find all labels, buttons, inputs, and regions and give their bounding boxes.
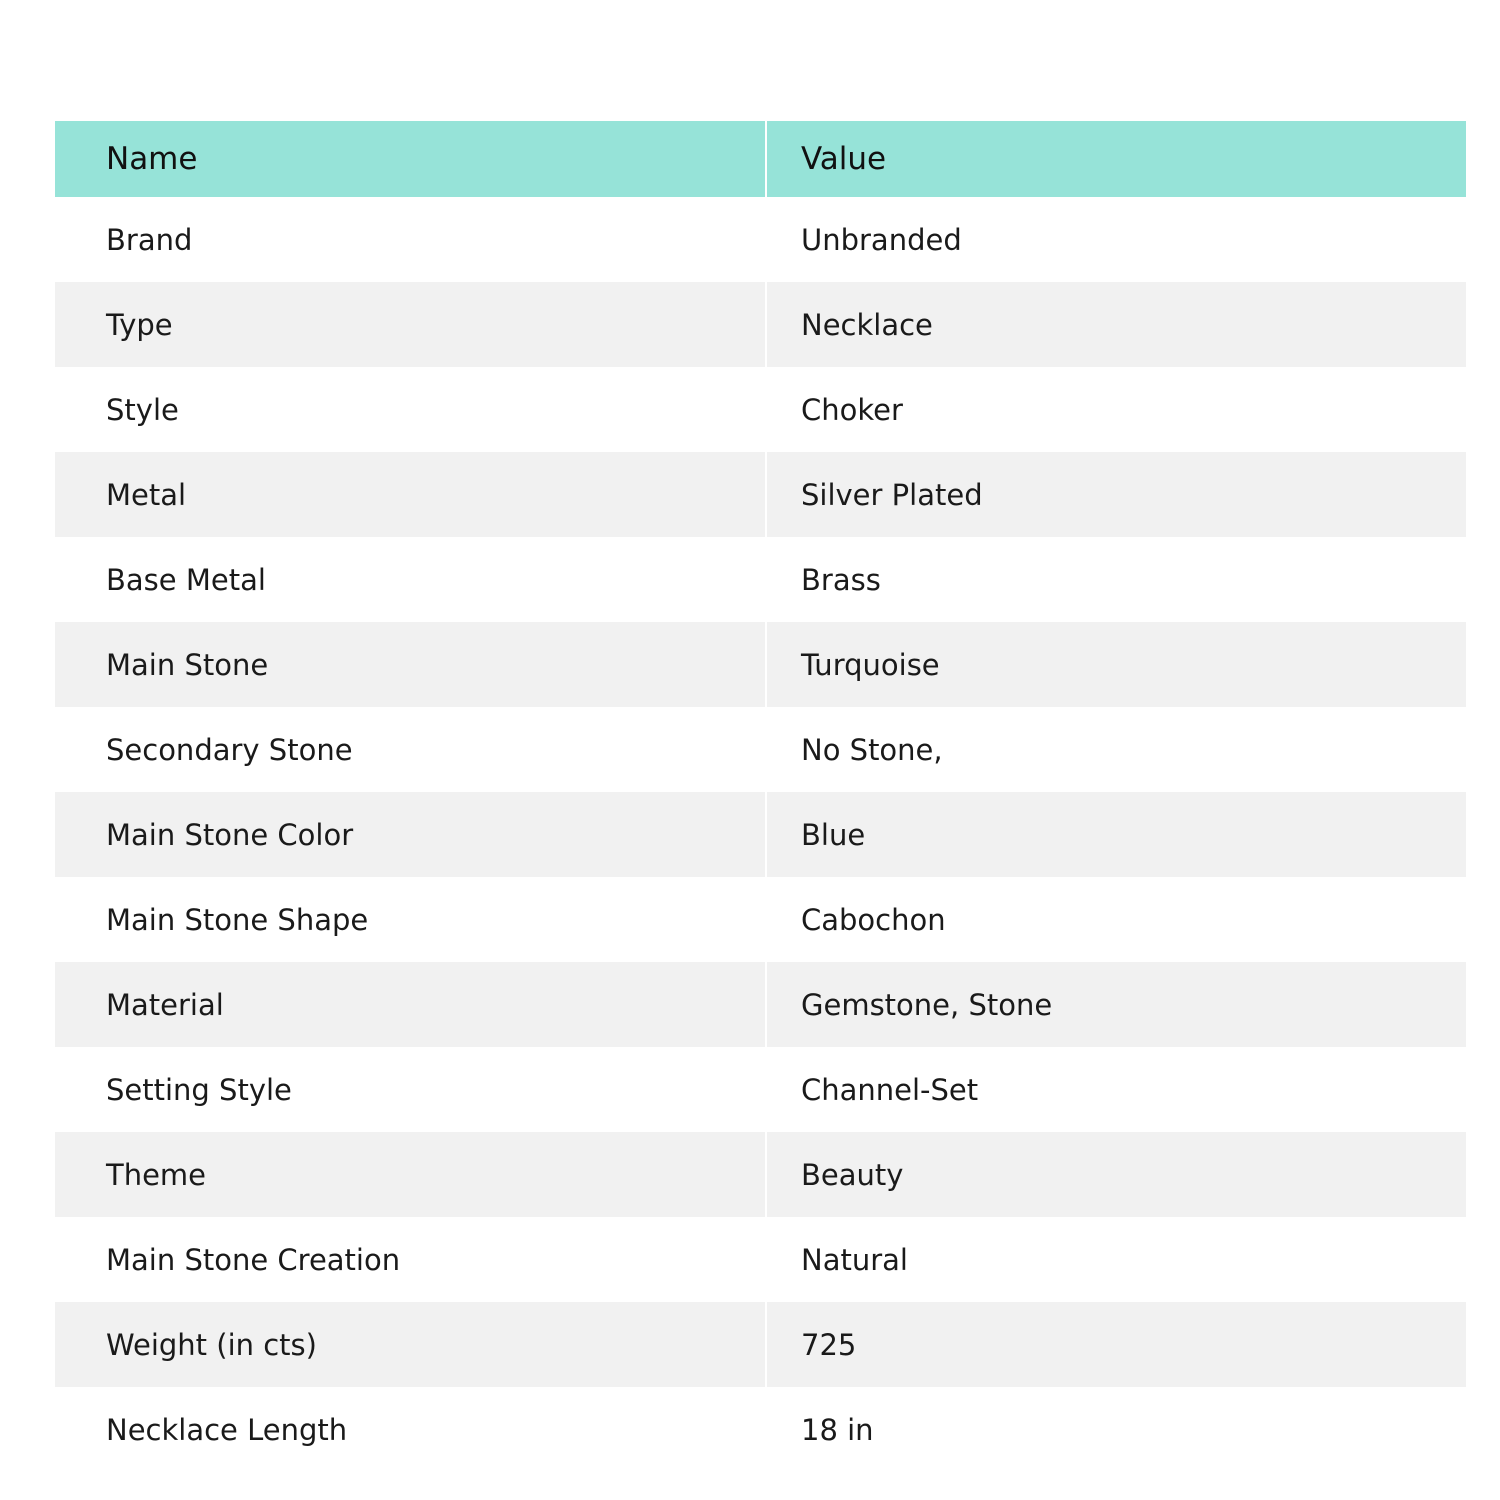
row-value: Silver Plated xyxy=(767,452,1466,537)
row-name: Necklace Length xyxy=(55,1387,765,1472)
table-row xyxy=(55,792,1466,877)
row-value: Blue xyxy=(767,792,1466,877)
table-row xyxy=(55,367,1466,452)
row-name: Setting Style xyxy=(55,1047,765,1132)
column-header-value: Value xyxy=(767,121,1466,197)
row-value: Channel-Set xyxy=(767,1047,1466,1132)
table-row xyxy=(55,1387,1466,1472)
row-name: Style xyxy=(55,367,765,452)
row-name: Material xyxy=(55,962,765,1047)
table-row xyxy=(55,1217,1466,1302)
table-row xyxy=(55,1132,1466,1217)
row-name: Metal xyxy=(55,452,765,537)
row-name: Main Stone Color xyxy=(55,792,765,877)
row-value: Brass xyxy=(767,537,1466,622)
row-name: Base Metal xyxy=(55,537,765,622)
row-name: Main Stone Creation xyxy=(55,1217,765,1302)
row-name: Type xyxy=(55,282,765,367)
row-value: 18 in xyxy=(767,1387,1466,1472)
table-row xyxy=(55,1302,1466,1387)
row-name: Theme xyxy=(55,1132,765,1217)
row-value: Unbranded xyxy=(767,197,1466,282)
table-row xyxy=(55,707,1466,792)
table-row xyxy=(55,282,1466,367)
row-value: Necklace xyxy=(767,282,1466,367)
table-row xyxy=(55,877,1466,962)
table-row xyxy=(55,622,1466,707)
row-value: Cabochon xyxy=(767,877,1466,962)
row-value: 725 xyxy=(767,1302,1466,1387)
row-value: Turquoise xyxy=(767,622,1466,707)
table-row xyxy=(55,452,1466,537)
row-name: Main Stone xyxy=(55,622,765,707)
row-value: Natural xyxy=(767,1217,1466,1302)
column-header-name: Name xyxy=(55,121,765,197)
row-value: Choker xyxy=(767,367,1466,452)
spec-table xyxy=(55,121,1466,1472)
row-value: No Stone, xyxy=(767,707,1466,792)
row-name: Brand xyxy=(55,197,765,282)
row-name: Main Stone Shape xyxy=(55,877,765,962)
table-row xyxy=(55,197,1466,282)
table-row xyxy=(55,1047,1466,1132)
table-header-row xyxy=(55,121,1466,197)
row-value: Gemstone, Stone xyxy=(767,962,1466,1047)
row-name: Secondary Stone xyxy=(55,707,765,792)
table-row xyxy=(55,962,1466,1047)
table-row xyxy=(55,537,1466,622)
row-value: Beauty xyxy=(767,1132,1466,1217)
row-name: Weight (in cts) xyxy=(55,1302,765,1387)
